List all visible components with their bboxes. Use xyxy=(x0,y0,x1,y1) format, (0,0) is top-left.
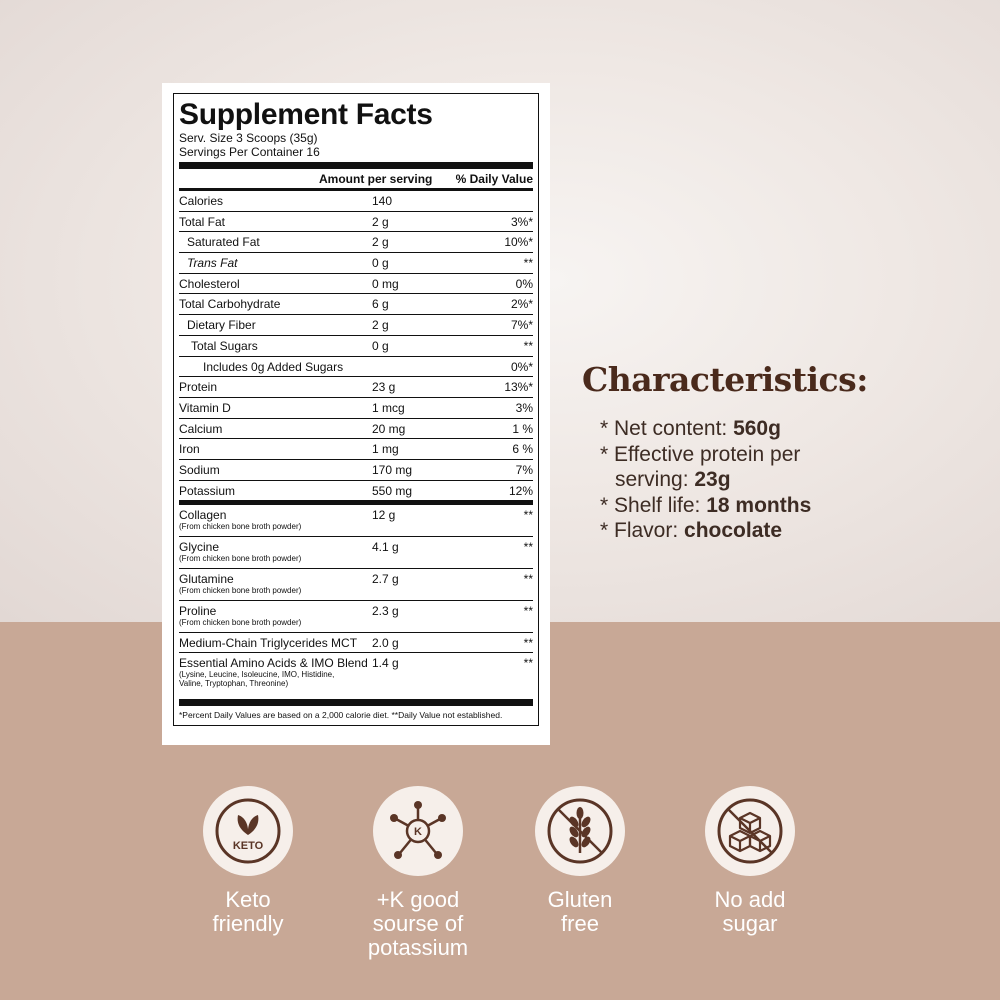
net-content-label: * Net content: xyxy=(600,417,734,440)
no-sugar-badge xyxy=(660,786,840,936)
protein-value: 23g xyxy=(694,468,731,491)
nutrient-row xyxy=(179,377,533,398)
gluten-icon-circle xyxy=(535,786,625,876)
nutrient-dv: 7% xyxy=(515,462,533,477)
nutrient-dv: 7%* xyxy=(510,318,533,333)
nutrient-dv: ** xyxy=(523,338,533,353)
nutrient-row xyxy=(179,315,533,336)
protein-label: serving: xyxy=(615,468,695,491)
nutrient-amount: 2 g xyxy=(372,214,389,229)
nutrient-amount: 0 g xyxy=(372,256,389,271)
ingredient-row xyxy=(179,569,533,601)
ingredient-source: (From chicken bone broth powder) xyxy=(179,585,302,595)
keto-badge-label xyxy=(158,888,338,936)
nutrient-amount: 2 g xyxy=(372,318,389,333)
nutrient-name: Calories xyxy=(179,194,224,208)
amount-header: Amount per serving xyxy=(319,171,433,186)
divider-thick xyxy=(179,699,533,706)
nutrient-amount: 23 g xyxy=(372,380,396,395)
ingredient-dv: ** xyxy=(523,507,533,522)
flavor-value: chocolate xyxy=(684,519,783,542)
ingredient-amount: 2.3 g xyxy=(372,603,399,618)
nutrient-dv: 0%* xyxy=(510,359,533,374)
gluten-label-line1: Gluten xyxy=(547,887,613,912)
gluten-free-badge xyxy=(490,786,670,936)
sugar-label-line2: sugar xyxy=(722,911,778,936)
keto-label-line1: Keto xyxy=(225,887,271,912)
flavor-item xyxy=(600,518,960,544)
keto-icon-text: KETO xyxy=(232,840,264,852)
facts-header-row xyxy=(179,169,533,191)
nutrient-dv: 6 % xyxy=(512,442,533,457)
wheat-crossed-icon xyxy=(544,795,616,867)
nutrient-amount: 0 mg xyxy=(372,276,399,291)
nutrient-name: Cholesterol xyxy=(179,276,240,291)
ingredient-amount: 12 g xyxy=(372,507,396,522)
keto-badge xyxy=(158,786,338,936)
ingredient-amount: 2.7 g xyxy=(372,571,399,586)
nutrient-row xyxy=(179,357,533,378)
nutrient-row xyxy=(179,232,533,253)
ingredient-dv: ** xyxy=(523,635,533,650)
nutrient-row xyxy=(179,253,533,274)
nutrient-dv: 0% xyxy=(515,276,533,291)
ingredient-source: (From chicken bone broth powder) xyxy=(179,553,302,563)
characteristics-list xyxy=(600,416,960,544)
ingredient-dv: ** xyxy=(523,571,533,586)
potassium-badge xyxy=(328,786,508,960)
potassium-label-line2: sourse of xyxy=(372,911,464,936)
nutrient-name: Sodium xyxy=(179,462,220,477)
ingredient-dv: ** xyxy=(523,603,533,618)
nutrient-row xyxy=(179,294,533,315)
ingredient-source: (From chicken bone broth powder) xyxy=(179,521,302,531)
nutrient-name: Calcium xyxy=(179,421,223,436)
nutrient-row xyxy=(179,481,533,505)
nutrient-name: Total Carbohydrate xyxy=(179,297,281,312)
shelf-life-item xyxy=(600,493,960,519)
net-content-item xyxy=(600,416,960,442)
ingredient-amount: 1.4 g xyxy=(372,656,399,671)
ingredient-name: Medium-Chain Triglycerides MCT xyxy=(179,635,358,650)
protein-item-line1: * Effective protein per xyxy=(600,442,801,466)
daily-value-header: % Daily Value xyxy=(455,171,533,186)
potassium-label-line1: +K good xyxy=(376,887,460,912)
supplement-facts-panel xyxy=(162,83,550,745)
keto-icon-circle xyxy=(203,786,293,876)
potassium-molecule-icon xyxy=(382,795,454,867)
keto-icon xyxy=(212,795,284,867)
nutrient-dv: 13%* xyxy=(504,380,533,395)
ingredient-row xyxy=(179,653,533,697)
ingredient-row xyxy=(179,537,533,569)
nutrient-name: Total Fat xyxy=(179,214,226,229)
ingredient-source: (From chicken bone broth powder) xyxy=(179,617,302,627)
nutrient-row xyxy=(179,274,533,295)
nutrient-name: Dietary Fiber xyxy=(187,318,256,333)
nutrient-amount: 2 g xyxy=(372,235,389,250)
nutrient-name: Trans Fat xyxy=(187,256,238,271)
ingredient-amount: 4.1 g xyxy=(372,539,399,554)
nutrient-name: Total Sugars xyxy=(191,338,258,353)
nutrient-row xyxy=(179,439,533,460)
ingredient-name: Proline xyxy=(179,603,217,618)
nutrient-amount: 170 mg xyxy=(372,462,413,477)
potassium-label-line3: potassium xyxy=(367,935,469,960)
nutrient-name: Potassium xyxy=(179,483,236,498)
ingredient-name: Collagen xyxy=(179,507,227,522)
nutrient-amount: 6 g xyxy=(372,297,389,312)
supplement-facts-label xyxy=(173,93,539,726)
ingredient-source: Valine, Tryptophan, Threonine) xyxy=(179,679,289,689)
servings-per-container: Servings Per Container 16 xyxy=(179,145,320,159)
nutrient-amount: 550 mg xyxy=(372,483,413,498)
facts-footnote: *Percent Daily Values are based on a 2,000 calorie diet. **Daily Value not established. xyxy=(179,710,503,721)
nutrient-dv: 12% xyxy=(508,483,533,498)
nutrient-dv: 10%* xyxy=(504,235,533,250)
nutrient-name: Vitamin D xyxy=(179,400,231,415)
shelf-life-label: * Shelf life: xyxy=(600,493,707,517)
ingredient-name: Glycine xyxy=(179,539,220,554)
potassium-badge-label xyxy=(328,888,508,960)
ingredient-dv: ** xyxy=(523,539,533,554)
keto-label-line2: friendly xyxy=(212,911,284,936)
nutrient-dv: 2%* xyxy=(510,297,533,312)
nutrient-dv: 3%* xyxy=(510,214,533,229)
nutrient-row xyxy=(179,191,533,212)
nutrient-amount: 0 g xyxy=(372,338,389,353)
nutrient-row xyxy=(179,419,533,440)
ingredient-row xyxy=(179,505,533,537)
nutrient-name: Saturated Fat xyxy=(187,235,260,250)
nutrient-amount: 1 mg xyxy=(372,442,399,457)
sugar-icon-circle xyxy=(705,786,795,876)
nutrient-row xyxy=(179,460,533,481)
sugar-cubes-crossed-icon xyxy=(714,795,786,867)
facts-title: Supplement Facts xyxy=(179,98,433,131)
potassium-icon-text: K xyxy=(414,826,422,838)
nutrient-row xyxy=(179,398,533,419)
nutrient-name: Protein xyxy=(179,380,218,395)
nutrient-amount: 1 mcg xyxy=(372,400,405,415)
sugar-badge-label xyxy=(660,888,840,936)
ingredient-name: Essential Amino Acids & IMO Blend xyxy=(179,656,368,671)
ingredient-row xyxy=(179,601,533,633)
sugar-label-line1: No add xyxy=(714,887,786,912)
nutrient-row xyxy=(179,336,533,357)
shelf-life-value: 18 months xyxy=(706,493,812,517)
nutrient-name: Includes 0g Added Sugars xyxy=(203,359,344,374)
gluten-label-line2: free xyxy=(561,911,599,936)
nutrient-dv: ** xyxy=(523,256,533,271)
ingredient-row xyxy=(179,633,533,654)
potassium-icon-circle xyxy=(373,786,463,876)
ingredient-dv: ** xyxy=(523,656,533,671)
flavor-label: * Flavor: xyxy=(600,519,685,542)
serving-size: Serv. Size 3 Scoops (35g) xyxy=(179,131,318,145)
nutrient-dv: 1 % xyxy=(512,421,533,436)
nutrient-row xyxy=(179,212,533,233)
nutrient-name: Iron xyxy=(179,442,200,457)
characteristics-title: Characteristics: xyxy=(582,360,868,399)
net-content-value: 560g xyxy=(733,417,781,440)
nutrient-amount: 20 mg xyxy=(372,421,406,436)
gluten-badge-label xyxy=(490,888,670,936)
ingredient-source: (Lysine, Leucine, Isoleucine, IMO, Histidine, xyxy=(179,670,335,680)
divider-thick xyxy=(179,162,533,169)
ingredient-amount: 2.0 g xyxy=(372,635,399,650)
protein-item-line2 xyxy=(600,467,960,493)
ingredient-name: Glutamine xyxy=(179,571,234,586)
nutrient-dv: 3% xyxy=(515,400,533,415)
nutrient-amount: 140 xyxy=(372,194,393,208)
